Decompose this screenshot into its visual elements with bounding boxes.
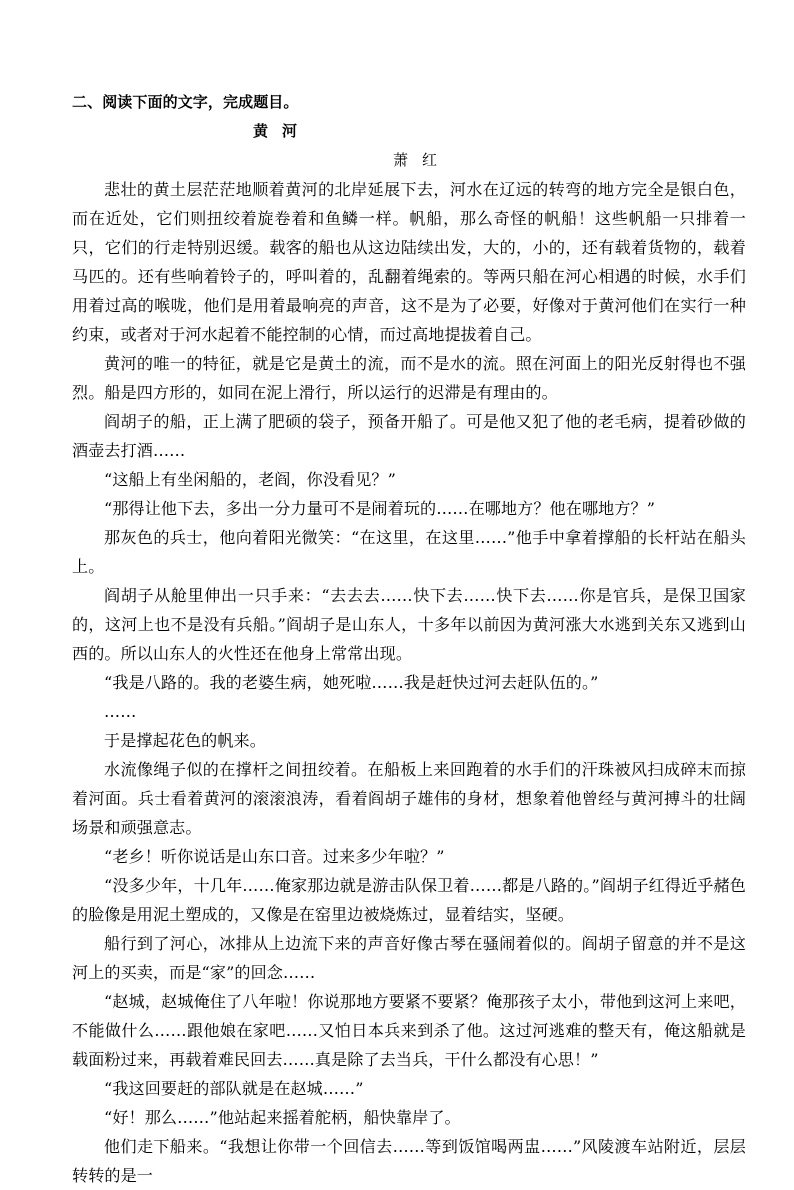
paragraph: 阎胡子的船，正上满了肥硕的袋子，预备开船了。可是他又犯了他的老毛病，提着砂做的酒壶去打酒…… [72,412,746,460]
question-heading: 二、阅读下面的文字，完成题目。 [72,93,299,111]
paragraph: 那灰色的兵士，他向着阳光微笑：“在这里，在这里……”他手中拿着撑船的长杆站在船头上。 [72,528,746,576]
article-title: 黄河 [253,122,312,140]
article-author: 萧红 [393,151,452,169]
paragraph: 阎胡子从舱里伸出一只手来：“去去去……快下去……快下去……你是官兵，是保卫国家的，这河上也不是没有兵船。”阎胡子是山东人，十多年以前因为黄河涨大水逃到关东又逃到山西的。所以山东人的火性还在他身上常常出现。 [72,586,746,663]
paragraph: 他们走下船来。“我想让你带一个回信去……等到饭馆喝两盅……”风陵渡车站附近，层层转转的是一 [72,1137,746,1185]
paragraph: “老乡！听你说话是山东口音。过来多少年啦？” [104,847,445,866]
paragraph-ellipsis: …… [104,702,137,721]
paragraph: “没多少年，十几年……俺家那边就是游击队保卫着……都是八路的。”阎胡子红得近乎赭色的脸像是用泥土塑成的，又像是在窑里边被烧炼过，显着结实，坚硬。 [72,876,746,924]
paragraph: 于是撑起花色的帆来。 [104,731,266,750]
reading-passage [72,88,746,1190]
paragraph: 黄河的唯一的特征，就是它是黄土的流，而不是水的流。照在河面上的阳光反射得也不强烈。船是四方形的，如同在泥上滑行，所以运行的迟滞是有理由的。 [72,354,746,402]
paragraph: 悲壮的黄土层茫茫地顺着黄河的北岸延展下去，河水在辽远的转弯的地方完全是银白色，而在近处，它们则扭绞着旋卷着和鱼鳞一样。帆船，那么奇怪的帆船！这些帆船一只排着一只，它们的行走特别迟缓。载客的船也从这边陆续出发，大的，小的，还有载着货物的，载着马匹的。还有些响着铃子的，呼叫着的，乱翻着绳索的。等两只船在河心相遇的时候，水手们用着过高的喉咙，他们是用着最响亮的声音，这不是为了必要，好像对于黄河他们在实行一种约束，或者对于河水起着不能控制的心情，而过高地提拔着自己。 [72,180,746,344]
paragraph: “我是八路的。我的老婆生病，她死啦……我是赶快过河去赶队伍的。” [104,673,599,692]
paragraph: “这船上有坐闲船的，老阎，你没看见？” [104,470,396,489]
paragraph: 船行到了河心，冰排从上边流下来的声音好像古琴在骚闹着似的。阎胡子留意的并不是这河上的买卖，而是“家”的回念…… [72,934,746,982]
paragraph: “好！那么……”他站起来摇着舵柄，船快靠岸了。 [104,1108,461,1127]
paragraph: “我这回要赶的部队就是在赵城……” [104,1079,364,1098]
paragraph: “那得让他下去，多出一分力量可不是闹着玩的……在哪地方？他在哪地方？” [104,499,656,518]
paragraph: “赵城，赵城俺住了八年啦！你说那地方要紧不要紧？俺那孩子太小，带他到这河上来吧，不能做什么……跟他娘在家吧……又怕日本兵来到杀了他。这过河逃难的整天有，俺这船就是载面粉过来，再载着难民回去……真是除了去当兵，干什么都没有心思！” [72,992,746,1069]
paragraph: 水流像绳子似的在撑杆之间扭绞着。在船板上来回跑着的水手们的汗珠被风扫成碎末而掠着河面。兵士看着黄河的滚滚浪涛，看着阎胡子雄伟的身材，想象着他曾经与黄河搏斗的壮阔场景和顽强意志。 [72,760,746,837]
